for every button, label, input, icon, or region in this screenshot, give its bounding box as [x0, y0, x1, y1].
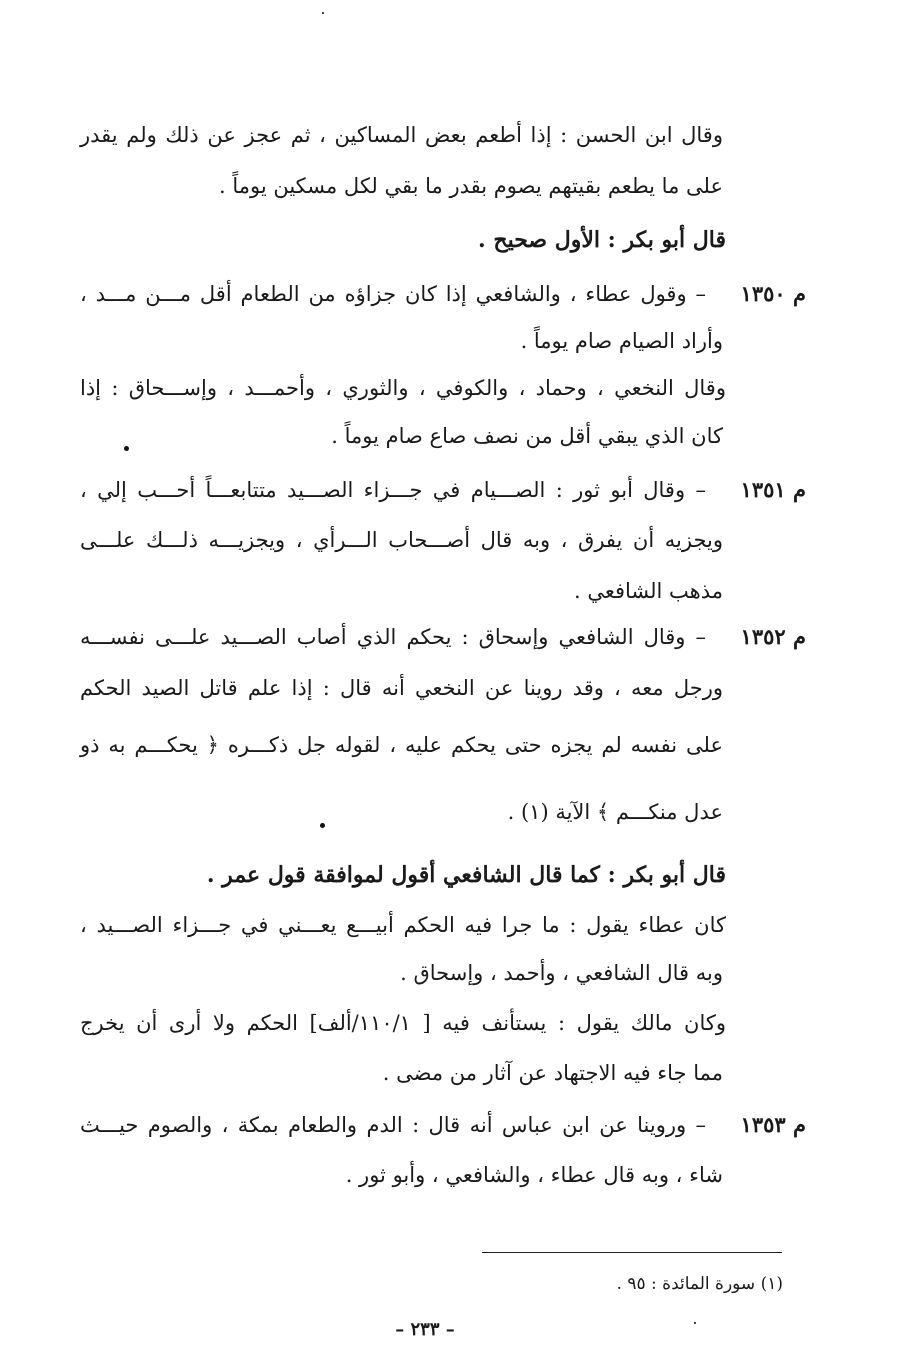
footnote-divider — [482, 1252, 782, 1253]
section-heading: قال أبو بكر : كما قال الشافعي أقول لموافقة قول عمر . — [206, 862, 726, 888]
text-line: – وقال أبو ثور : الصـــيام في جـــزاء الصـــيد متتابعـــاً أحـــب إلي ، — [80, 478, 706, 502]
entry-marker-1352: م ١٣٥٢ — [740, 624, 806, 649]
text-line: شاء ، وبه قال عطاء ، والشافعي ، وأبو ثور . — [345, 1163, 723, 1187]
text-line: مما جاء فيه الاجتهاد عن آثار من مضى . — [382, 1061, 723, 1085]
ink-dot — [320, 823, 325, 828]
text-line: على ما يطعم بقيتهم يصوم بقدر ما بقي لكل مسكين يوماً . — [218, 174, 723, 198]
entry-marker-1353: م ١٣٥٣ — [740, 1112, 806, 1137]
text-line: – وقول عطاء ، والشافعي إذا كان جزاؤه من الطعام أقل مـــن مـــد ، — [80, 282, 706, 306]
text-line: وأراد الصيام صام يوماً . — [520, 329, 723, 353]
text-line: كان عطاء يقول : ما جرا فيه الحكم أبيـــع يعـــني في جـــزاء الصـــيد ، — [80, 913, 726, 937]
text-line: ويجزيه أن يفرق ، وبه قال أصـــحاب الـــرأي ، ويجزيـــه ذلـــك علـــى — [80, 528, 723, 552]
footnote: (١) سورة المائدة : ٩٥ . — [616, 1274, 783, 1294]
section-heading: قال أبو بكر : الأول صحيح . — [478, 227, 726, 253]
text-line: – وقال الشافعي وإسحاق : يحكم الذي أصاب الصـــيد علـــى نفســـه — [80, 625, 706, 649]
text-line: وقال النخعي ، وحماد ، والكوفي ، والثوري ، وأحمـــد ، وإســـحاق : إذا — [80, 376, 726, 400]
text-line: عدل منكـــم ﴾ الآية (١) . — [507, 800, 723, 824]
text-line: على نفسه لم يجزه حتى يحكم عليه ، لقوله جل ذكـــره ﴿ يحكـــم به ذو — [80, 733, 723, 757]
text-line: ورجل معه ، وقد روينا عن النخعي أنه قال : إذا علم قاتل الصيد الحكم — [80, 676, 723, 700]
text-line: وبه قال الشافعي ، وأحمد ، وإسحاق . — [400, 961, 723, 985]
text-line: كان الذي يبقي أقل من نصف صاع صام يوماً . — [331, 424, 723, 448]
text-line: وكان مالك يقول : يستأنف فيه [ ١١٠/١/ألف] الحكم ولا أرى أن يخرج — [80, 1011, 726, 1035]
text-line: – وروينا عن ابن عباس أنه قال : الدم والطعام بمكة ، والصوم حيـــث — [80, 1113, 706, 1137]
page-number: – ٢٣٣ – — [395, 1319, 455, 1340]
text-line: وقال ابن الحسن : إذا أطعم بعض المساكين ، ثم عجز عن ذلك ولم يقدر — [80, 123, 723, 147]
entry-marker-1351: م ١٣٥١ — [740, 477, 806, 502]
entry-marker-1350: م ١٣٥٠ — [740, 281, 806, 306]
ink-speck — [322, 12, 324, 14]
ink-dot — [124, 446, 129, 451]
text-line: مذهب الشافعي . — [573, 579, 723, 603]
